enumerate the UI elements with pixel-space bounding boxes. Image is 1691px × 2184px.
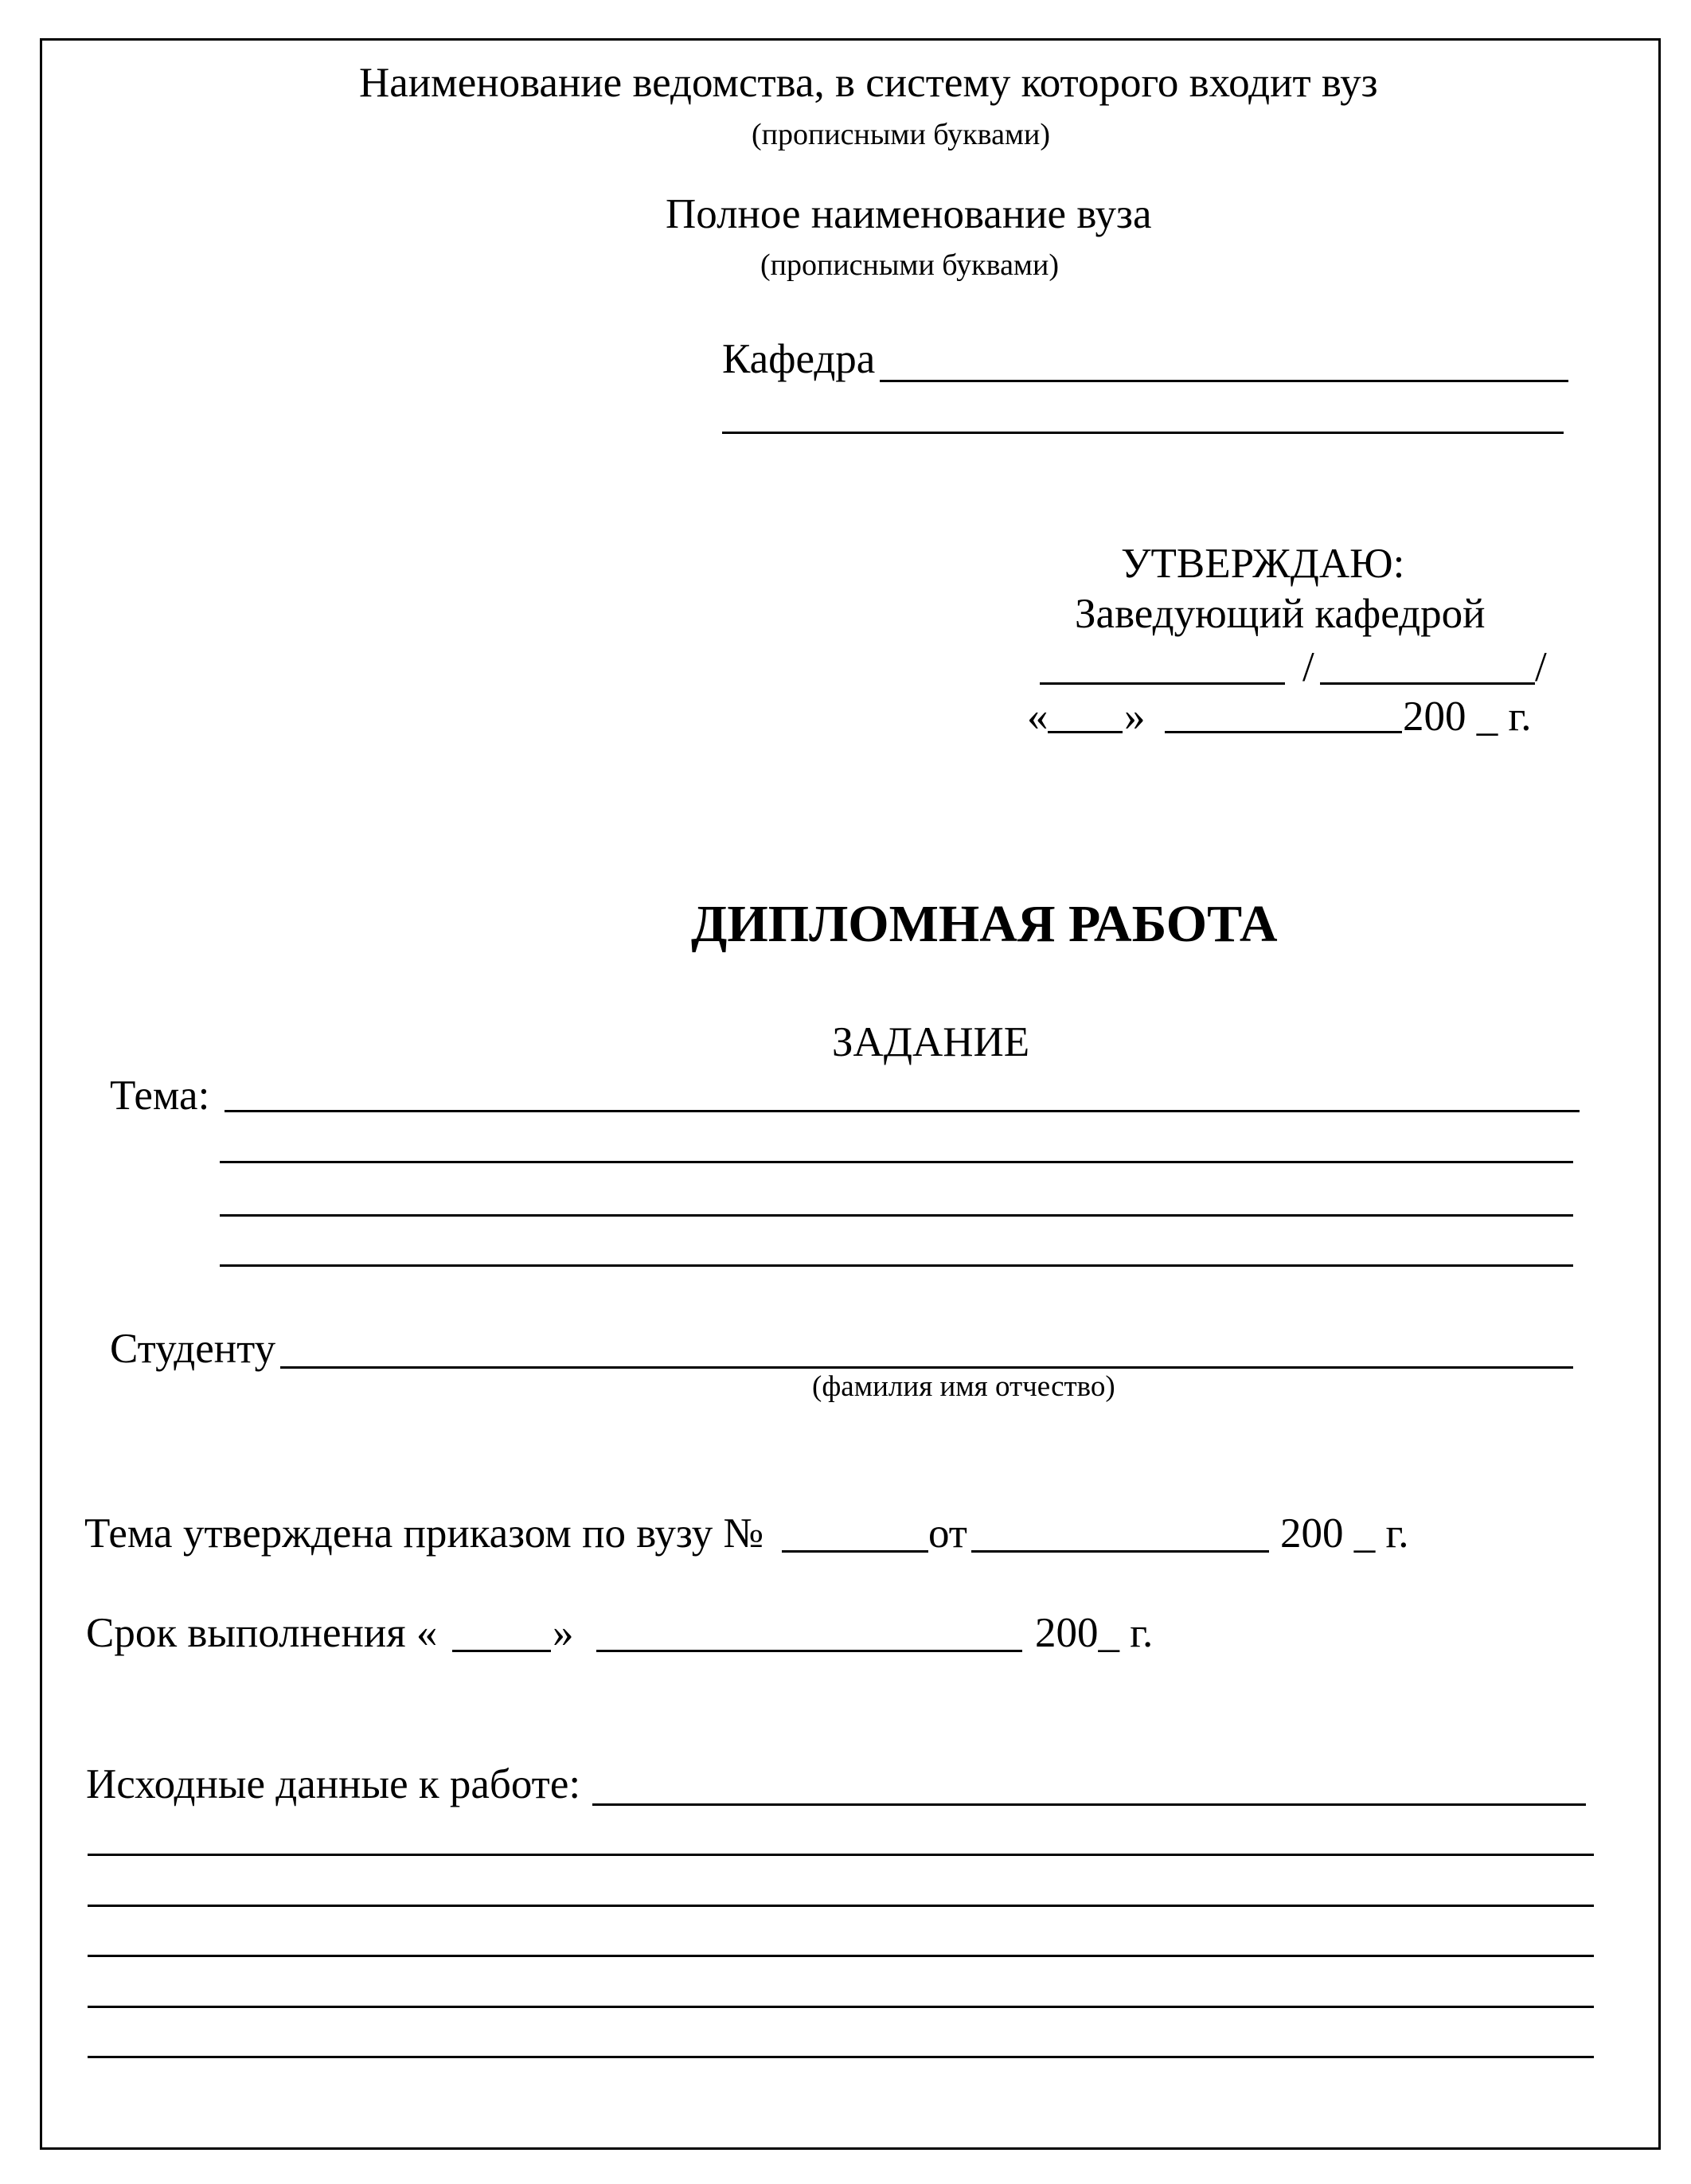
department-label: Кафедра — [722, 336, 876, 382]
source-data-line-4[interactable] — [88, 1955, 1594, 1957]
topic-line-1[interactable] — [225, 1110, 1580, 1112]
ministry-note: (прописными буквами) — [752, 118, 1050, 151]
approval-slash-1: / — [1302, 644, 1314, 690]
approval-slash-2: / — [1535, 644, 1547, 690]
topic-line-3[interactable] — [220, 1214, 1573, 1217]
department-line-2[interactable] — [722, 432, 1564, 434]
deadline-month-line[interactable] — [596, 1650, 1022, 1652]
order-label: Тема утверждена приказом по вузу № — [84, 1510, 764, 1557]
student-note: (фамилия имя отчество) — [812, 1370, 1115, 1403]
document-title: ДИПЛОМНАЯ РАБОТА — [691, 895, 1278, 953]
source-data-line-5[interactable] — [88, 2006, 1594, 2008]
student-name-line[interactable] — [280, 1366, 1573, 1369]
approval-year: 200 _ г. — [1403, 693, 1532, 740]
approval-date-quote-open: « — [1027, 693, 1049, 740]
approval-month-line[interactable] — [1165, 731, 1402, 733]
ministry-name: Наименование ведомства, в систему которого входит вуз — [359, 60, 1378, 106]
deadline-day-line[interactable] — [452, 1650, 551, 1652]
order-from-label: от — [928, 1510, 967, 1557]
source-data-line-3[interactable] — [88, 1905, 1594, 1907]
order-number-line[interactable] — [782, 1550, 928, 1553]
order-date-line[interactable] — [971, 1550, 1269, 1553]
university-note: (прописными буквами) — [760, 248, 1059, 282]
university-name: Полное наименование вуза — [666, 191, 1152, 237]
deadline-year: 200_ г. — [1035, 1610, 1154, 1656]
deadline-quote-close: » — [553, 1610, 574, 1656]
document-subtitle: ЗАДАНИЕ — [832, 1019, 1030, 1065]
source-data-label: Исходные данные к работе: — [86, 1761, 581, 1807]
approval-day-line[interactable] — [1048, 731, 1123, 733]
student-label: Студенту — [110, 1326, 276, 1372]
topic-line-4[interactable] — [220, 1264, 1573, 1267]
approval-date-quote-close: » — [1124, 693, 1146, 740]
approval-title: УТВЕРЖДАЮ: — [1121, 541, 1405, 587]
source-data-line-6[interactable] — [88, 2056, 1594, 2058]
deadline-label: Срок выполнения « — [86, 1610, 438, 1656]
source-data-line-1[interactable] — [592, 1803, 1586, 1806]
approval-role: Заведующий кафедрой — [1075, 591, 1486, 637]
approval-name-line[interactable] — [1320, 682, 1535, 685]
source-data-line-2[interactable] — [88, 1854, 1594, 1856]
department-line[interactable] — [880, 380, 1568, 382]
topic-label: Тема: — [110, 1072, 210, 1119]
topic-line-2[interactable] — [220, 1161, 1573, 1163]
order-year: 200 _ г. — [1280, 1510, 1409, 1557]
approval-signature-line[interactable] — [1040, 682, 1285, 685]
